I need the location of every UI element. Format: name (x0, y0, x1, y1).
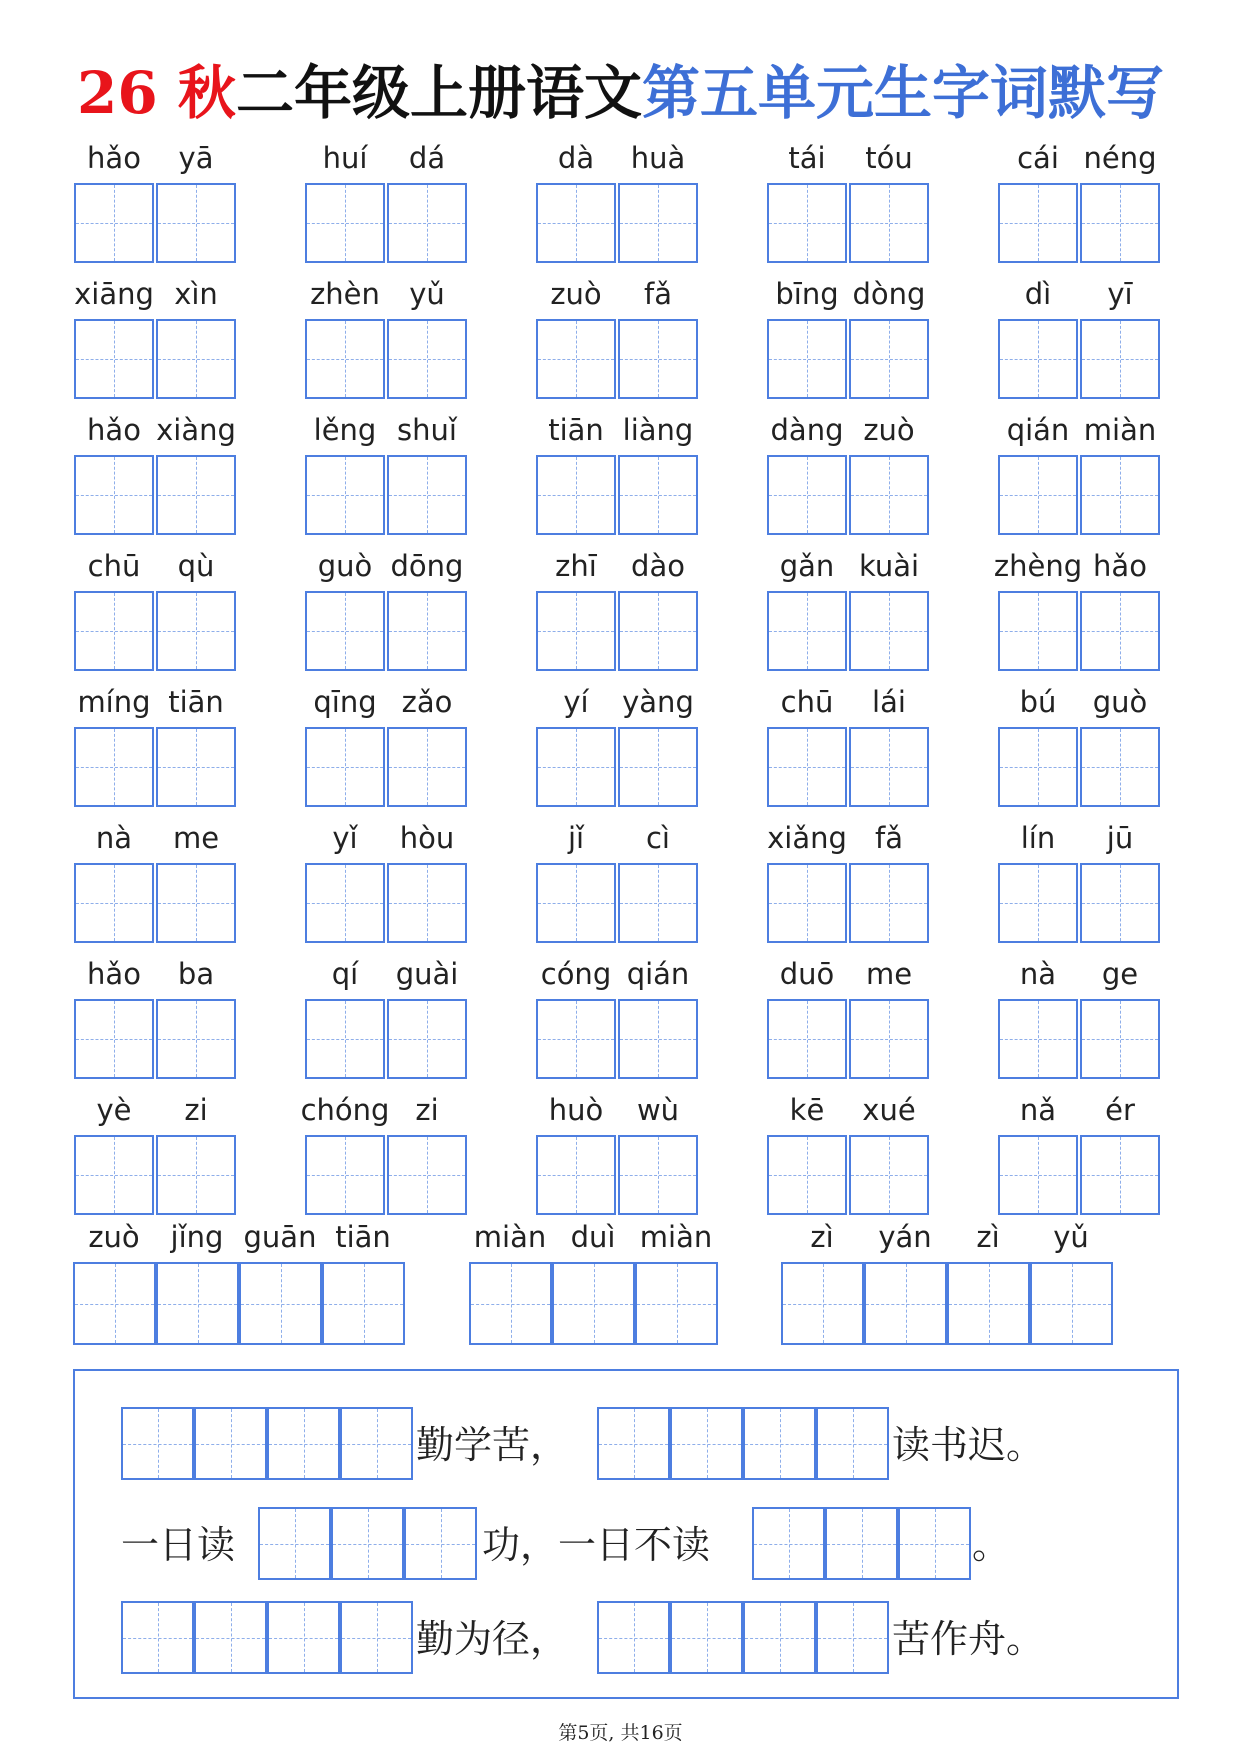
pinyin-label: huí (322, 141, 368, 175)
pinyin-label: zuò (88, 1220, 140, 1254)
pinyin-label: jǐng (170, 1220, 224, 1254)
writing-box[interactable] (258, 1507, 331, 1580)
pinyin-label: yā (178, 141, 214, 175)
writing-box[interactable] (597, 1407, 670, 1480)
pinyin-label: yī (1107, 277, 1133, 311)
writing-box[interactable] (1080, 727, 1160, 807)
writing-box[interactable] (305, 1135, 385, 1215)
proverb-text-3a: 勤为径， (416, 1617, 569, 1661)
pinyin-label: nà (1019, 957, 1057, 991)
title-book: 二年级上册语文 (235, 59, 642, 127)
pinyin-label: yè (96, 1093, 132, 1127)
writing-box[interactable] (340, 1407, 413, 1480)
writing-box[interactable] (74, 727, 154, 807)
pinyin-label: guān (243, 1220, 317, 1254)
pinyin-label: yán (878, 1220, 932, 1254)
pinyin-label: xiāng (74, 277, 154, 311)
proverb-text-2c: 。 (972, 1523, 1011, 1567)
writing-box[interactable] (239, 1262, 322, 1345)
writing-box[interactable] (536, 591, 616, 671)
pinyin-label: miàn (1083, 413, 1157, 447)
writing-box[interactable] (305, 591, 385, 671)
pinyin-label: lái (872, 685, 906, 719)
writing-box[interactable] (74, 455, 154, 535)
writing-box[interactable] (74, 999, 154, 1079)
pinyin-label: fǎ (644, 277, 672, 311)
pinyin-label: cái (1017, 141, 1059, 175)
writing-box[interactable] (156, 863, 236, 943)
writing-box[interactable] (998, 455, 1078, 535)
writing-box[interactable] (767, 455, 847, 535)
pinyin-label: lín (1020, 821, 1056, 855)
pinyin-label: fǎ (875, 821, 903, 855)
writing-box[interactable] (536, 1135, 616, 1215)
writing-box[interactable] (156, 1135, 236, 1215)
writing-box[interactable] (73, 1262, 156, 1345)
pinyin-label: zi (184, 1093, 208, 1127)
pinyin-label: cóng (540, 957, 612, 991)
writing-box[interactable] (156, 999, 236, 1079)
writing-box[interactable] (305, 183, 385, 263)
pinyin-label: tái (788, 141, 826, 175)
writing-box[interactable] (469, 1262, 552, 1345)
pinyin-label: xué (862, 1093, 916, 1127)
writing-box[interactable] (404, 1507, 477, 1580)
writing-box[interactable] (536, 455, 616, 535)
proverb-text-1a: 勤学苦， (416, 1423, 569, 1467)
writing-box[interactable] (74, 1135, 154, 1215)
writing-box[interactable] (864, 1262, 947, 1345)
pinyin-label: yǐ (332, 821, 358, 855)
writing-box[interactable] (767, 183, 847, 263)
writing-box[interactable] (305, 727, 385, 807)
pinyin-label: dà (557, 141, 595, 175)
pinyin-label: míng (77, 685, 151, 719)
writing-box[interactable] (898, 1507, 971, 1580)
writing-box[interactable] (849, 455, 929, 535)
writing-box[interactable] (387, 183, 467, 263)
pinyin-label: kē (789, 1093, 825, 1127)
pinyin-label: dá (408, 141, 446, 175)
writing-box[interactable] (156, 455, 236, 535)
writing-box[interactable] (849, 727, 929, 807)
writing-box[interactable] (618, 319, 698, 399)
writing-box[interactable] (998, 591, 1078, 671)
pinyin-label: dì (1024, 277, 1052, 311)
writing-box[interactable] (618, 183, 698, 263)
writing-box[interactable] (305, 999, 385, 1079)
writing-box[interactable] (597, 1601, 670, 1674)
pinyin-label: zhèn (310, 277, 380, 311)
writing-box[interactable] (752, 1507, 825, 1580)
writing-box[interactable] (998, 727, 1078, 807)
writing-box[interactable] (670, 1601, 743, 1674)
pinyin-label: zuò (863, 413, 915, 447)
title-unit: 第五单元生字词默写 (641, 59, 1164, 127)
pinyin-label: tóu (865, 141, 913, 175)
pinyin-label: liàng (622, 413, 694, 447)
pinyin-label: nà (95, 821, 133, 855)
pinyin-label: dào (631, 549, 685, 583)
writing-box[interactable] (536, 727, 616, 807)
writing-box[interactable] (74, 591, 154, 671)
pinyin-label: zǎo (401, 685, 453, 719)
writing-box[interactable] (849, 319, 929, 399)
writing-box[interactable] (322, 1262, 405, 1345)
writing-box[interactable] (849, 183, 929, 263)
writing-box[interactable] (387, 1135, 467, 1215)
writing-box[interactable] (536, 863, 616, 943)
pinyin-label: jǐ (567, 821, 585, 855)
writing-box[interactable] (849, 863, 929, 943)
proverb-text-1b: 读书迟。 (892, 1423, 1045, 1467)
pinyin-label: chóng (300, 1093, 390, 1127)
writing-box[interactable] (816, 1601, 889, 1674)
writing-box[interactable] (1080, 591, 1160, 671)
writing-box[interactable] (998, 1135, 1078, 1215)
writing-box[interactable] (340, 1601, 413, 1674)
pinyin-label: xìn (174, 277, 218, 311)
writing-box[interactable] (387, 727, 467, 807)
writing-box[interactable] (635, 1262, 718, 1345)
writing-box[interactable] (305, 319, 385, 399)
pinyin-label: qián (626, 957, 690, 991)
page-footer: 第5页, 共16页 (558, 1722, 683, 1744)
pinyin-label: hǎo (87, 141, 141, 175)
pinyin-label: tiān (168, 685, 224, 719)
pinyin-label: bīng (775, 277, 839, 311)
writing-box[interactable] (387, 591, 467, 671)
pinyin-label: hòu (399, 821, 455, 855)
writing-box[interactable] (1080, 863, 1160, 943)
pinyin-label: hǎo (1093, 549, 1147, 583)
pinyin-label: cì (645, 821, 670, 855)
pinyin-label: qí (331, 957, 359, 991)
writing-box[interactable] (1080, 455, 1160, 535)
writing-box[interactable] (825, 1507, 898, 1580)
pinyin-label: shuǐ (397, 413, 457, 447)
writing-box[interactable] (267, 1601, 340, 1674)
writing-box[interactable] (767, 1135, 847, 1215)
pinyin-label: wù (636, 1093, 680, 1127)
writing-box[interactable] (1080, 999, 1160, 1079)
writing-box[interactable] (998, 863, 1078, 943)
writing-box[interactable] (267, 1407, 340, 1480)
pinyin-label: néng (1083, 141, 1157, 175)
writing-box[interactable] (743, 1601, 816, 1674)
writing-box[interactable] (767, 319, 847, 399)
pinyin-label: zuò (550, 277, 602, 311)
writing-box[interactable] (781, 1262, 864, 1345)
pinyin-label: dàng (770, 413, 844, 447)
writing-box[interactable] (387, 455, 467, 535)
writing-box[interactable] (387, 999, 467, 1079)
writing-box[interactable] (194, 1601, 267, 1674)
pinyin-label: ge (1101, 957, 1139, 991)
pinyin-label: zhī (555, 549, 597, 583)
writing-box[interactable] (618, 591, 698, 671)
pinyin-label: ba (177, 957, 215, 991)
pinyin-label: huà (630, 141, 686, 175)
title-grade-prefix: 26 秋 (77, 59, 236, 127)
writing-box[interactable] (156, 319, 236, 399)
writing-box[interactable] (121, 1407, 194, 1480)
pinyin-label: miàn (639, 1220, 713, 1254)
writing-box[interactable] (618, 727, 698, 807)
pinyin-label: zì (810, 1220, 834, 1254)
writing-box[interactable] (1080, 183, 1160, 263)
writing-box[interactable] (1080, 319, 1160, 399)
pinyin-label: yǔ (1053, 1220, 1089, 1254)
writing-box[interactable] (998, 999, 1078, 1079)
pinyin-label: chū (87, 549, 141, 583)
writing-box[interactable] (767, 591, 847, 671)
writing-box[interactable] (849, 999, 929, 1079)
writing-box[interactable] (618, 1135, 698, 1215)
proverb-text-3b: 苦作舟。 (892, 1617, 1045, 1661)
writing-box[interactable] (536, 183, 616, 263)
writing-box[interactable] (74, 183, 154, 263)
pinyin-label: me (172, 821, 220, 855)
writing-box[interactable] (121, 1601, 194, 1674)
writing-box[interactable] (618, 863, 698, 943)
pinyin-label: zi (415, 1093, 439, 1127)
writing-box[interactable] (305, 455, 385, 535)
pinyin-label: hǎo (87, 957, 141, 991)
writing-box[interactable] (816, 1407, 889, 1480)
pinyin-label: me (865, 957, 913, 991)
proverb-text-2b: 功，一日不读 (482, 1523, 711, 1567)
writing-box[interactable] (743, 1407, 816, 1480)
pinyin-label: jū (1106, 821, 1134, 855)
writing-box[interactable] (849, 591, 929, 671)
pinyin-label: dōng (390, 549, 464, 583)
writing-box[interactable] (387, 319, 467, 399)
pinyin-label: qián (1006, 413, 1070, 447)
writing-box[interactable] (618, 999, 698, 1079)
pinyin-label: duō (779, 957, 835, 991)
pinyin-label: tiān (335, 1220, 391, 1254)
writing-box[interactable] (156, 183, 236, 263)
pinyin-label: hǎo (87, 413, 141, 447)
writing-box[interactable] (767, 999, 847, 1079)
writing-box[interactable] (305, 863, 385, 943)
writing-box[interactable] (947, 1262, 1030, 1345)
writing-box[interactable] (156, 591, 236, 671)
writing-box[interactable] (670, 1407, 743, 1480)
writing-box[interactable] (618, 455, 698, 535)
writing-box[interactable] (156, 727, 236, 807)
pinyin-label: xiǎng (767, 821, 847, 855)
proverb-text-2a: 一日读 (121, 1523, 236, 1567)
pinyin-label: chū (780, 685, 834, 719)
pinyin-label: dòng (852, 277, 926, 311)
writing-box[interactable] (387, 863, 467, 943)
pinyin-label: lěng (313, 413, 377, 447)
writing-box[interactable] (552, 1262, 635, 1345)
writing-box[interactable] (74, 863, 154, 943)
writing-box[interactable] (74, 319, 154, 399)
pinyin-label: bú (1019, 685, 1057, 719)
writing-box[interactable] (536, 319, 616, 399)
pinyin-label: xiàng (156, 413, 236, 447)
writing-box[interactable] (849, 1135, 929, 1215)
writing-box[interactable] (194, 1407, 267, 1480)
writing-box[interactable] (998, 183, 1078, 263)
pinyin-label: kuài (858, 549, 920, 583)
writing-box[interactable] (767, 863, 847, 943)
pinyin-label: zhèng (993, 549, 1083, 583)
pinyin-label: guài (395, 957, 459, 991)
pinyin-label: guò (317, 549, 373, 583)
pinyin-label: qù (177, 549, 215, 583)
writing-box[interactable] (767, 727, 847, 807)
pinyin-label: huò (548, 1093, 604, 1127)
pinyin-label: duì (570, 1220, 616, 1254)
pinyin-label: guò (1092, 685, 1148, 719)
writing-box[interactable] (536, 999, 616, 1079)
pinyin-label: yǔ (409, 277, 445, 311)
writing-box[interactable] (156, 1262, 239, 1345)
pinyin-label: tiān (548, 413, 604, 447)
pinyin-label: miàn (473, 1220, 547, 1254)
writing-box[interactable] (1030, 1262, 1113, 1345)
pinyin-label: qīng (313, 685, 377, 719)
pinyin-label: gǎn (779, 549, 835, 583)
pinyin-label: nǎ (1019, 1093, 1057, 1127)
pinyin-label: zì (976, 1220, 1000, 1254)
pinyin-label: yí (563, 685, 589, 719)
page-title (0, 50, 1241, 136)
pinyin-label: ér (1105, 1093, 1135, 1127)
writing-box[interactable] (1080, 1135, 1160, 1215)
writing-box[interactable] (331, 1507, 404, 1580)
pinyin-label: yàng (622, 685, 694, 719)
writing-box[interactable] (998, 319, 1078, 399)
